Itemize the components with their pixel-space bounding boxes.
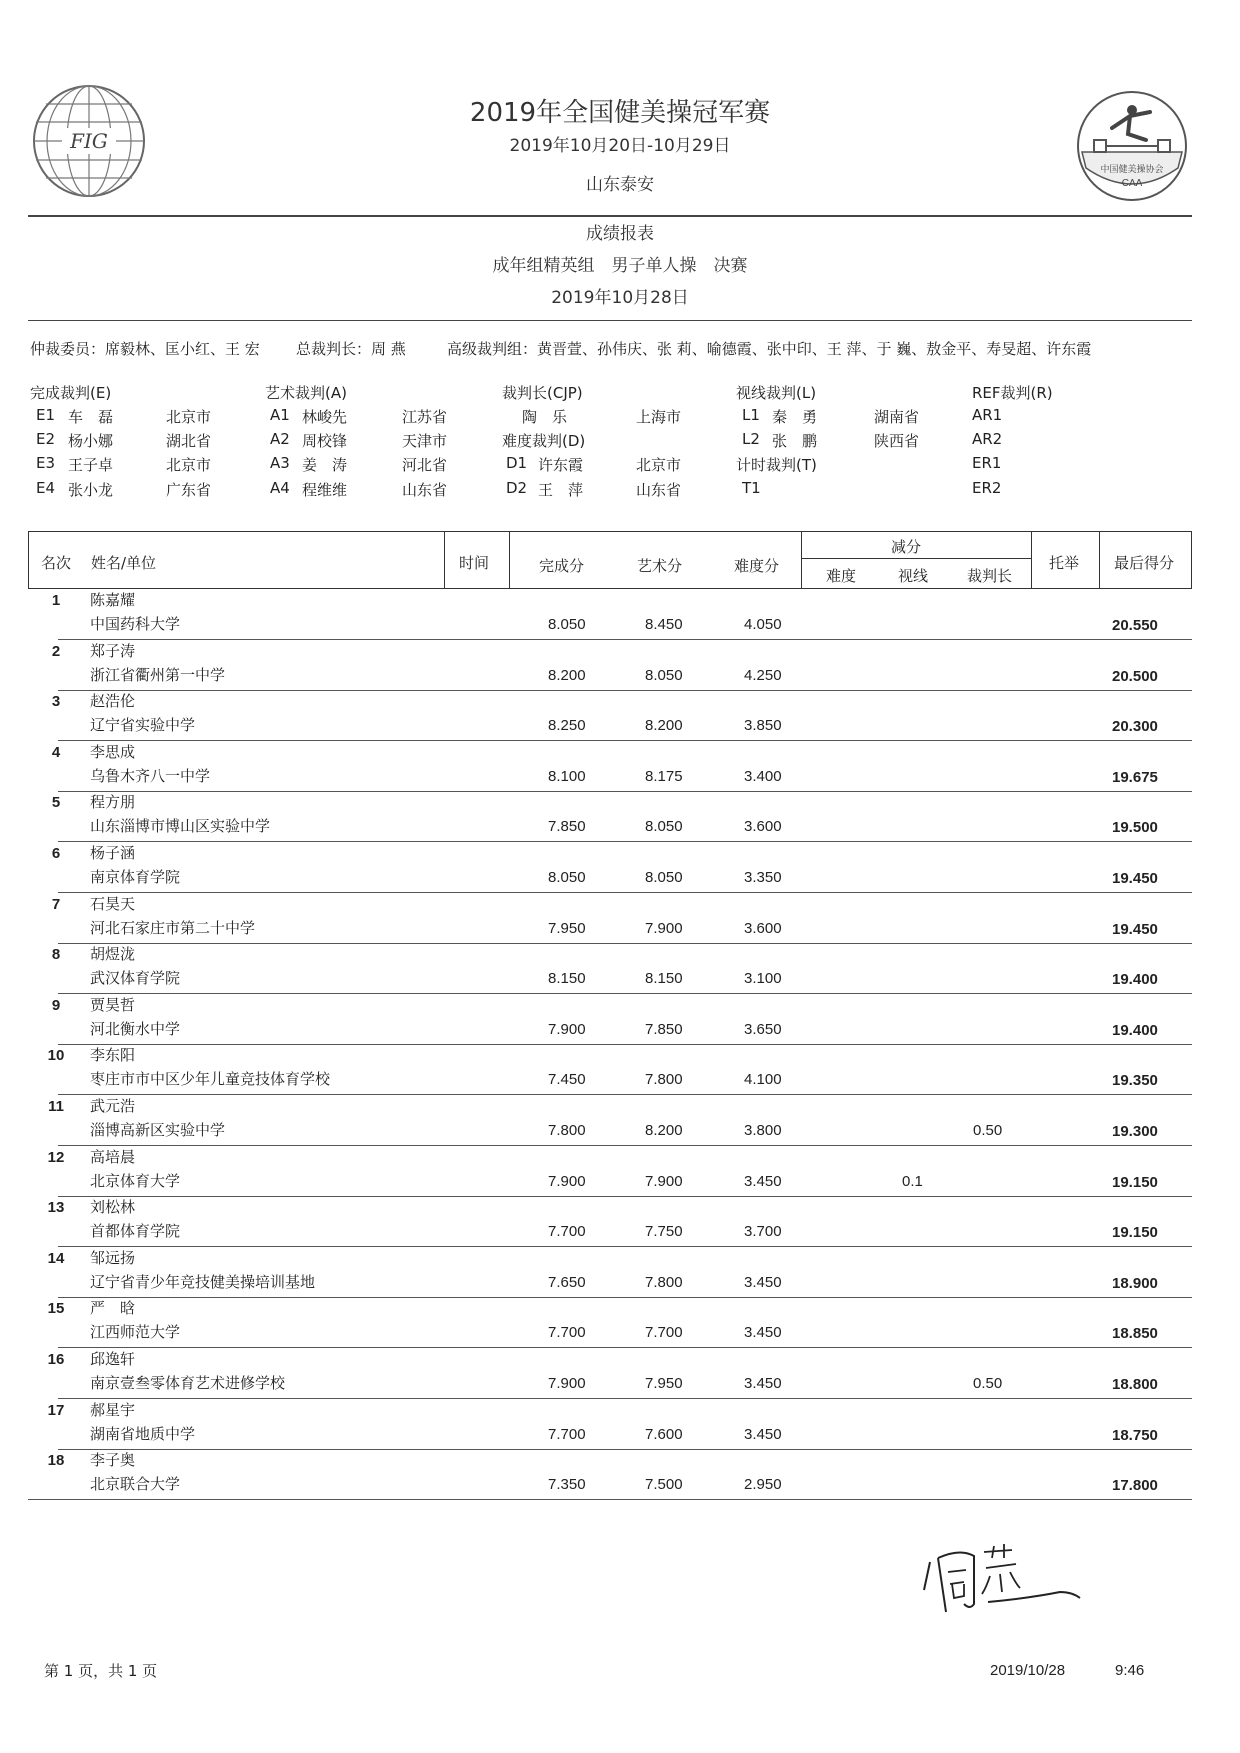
difficulty-score: 3.450 xyxy=(744,1425,782,1443)
execution-score: 7.900 xyxy=(548,1020,586,1038)
execution-panel-title: 完成裁判(E) xyxy=(30,384,112,402)
rank-cell: 5 xyxy=(51,794,61,812)
final-score: 19.150 xyxy=(1112,1173,1158,1191)
execution-score: 7.700 xyxy=(548,1425,586,1443)
athlete-name: 陈嘉耀 xyxy=(90,591,136,609)
head-judge-signature xyxy=(920,1528,1090,1628)
athlete-name: 武元浩 xyxy=(90,1097,136,1115)
judge-region: 湖南省 xyxy=(874,408,920,426)
rank-cell: 10 xyxy=(47,1047,65,1065)
table-row xyxy=(28,589,1192,640)
execution-score: 8.250 xyxy=(548,717,586,735)
header-rank: 名次 xyxy=(41,554,72,572)
event-name: 成年组精英组 男子单人操 决赛 xyxy=(492,256,748,276)
rank-cell: 6 xyxy=(51,845,61,862)
table-row xyxy=(28,1399,1192,1450)
ref-judge-code: AR2 xyxy=(972,430,1003,448)
cjp-panel-title: 裁判长(CJP) xyxy=(502,384,583,402)
difficulty-score: 4.250 xyxy=(744,666,782,684)
judge-name: 林峻先 xyxy=(302,408,348,426)
athlete-name: 李思成 xyxy=(90,742,136,761)
athlete-name: 李东阳 xyxy=(90,1046,136,1065)
judge-region: 天津市 xyxy=(402,432,448,450)
athlete-team: 首都体育学院 xyxy=(90,1222,181,1241)
artistry-score: 7.800 xyxy=(645,1273,683,1291)
artistry-score: 8.050 xyxy=(645,869,683,886)
judge-region: 山东省 xyxy=(636,481,682,499)
final-score: 20.500 xyxy=(1112,667,1158,685)
execution-score: 7.700 xyxy=(548,1324,586,1342)
rank-cell: 18 xyxy=(47,1452,65,1470)
caa-logo-text: 中国健美操协会 xyxy=(1100,165,1164,175)
judge-name: 许东霞 xyxy=(538,456,584,474)
artistry-score: 7.700 xyxy=(645,1324,683,1342)
rank-cell: 8 xyxy=(51,946,61,964)
header-ded-difficulty: 难度 xyxy=(826,567,857,585)
table-row xyxy=(28,994,1192,1045)
final-score: 18.900 xyxy=(1112,1274,1158,1292)
line-deduction: 0.1 xyxy=(902,1172,923,1190)
judge-region: 河北省 xyxy=(402,456,448,474)
final-score: 19.450 xyxy=(1112,920,1158,938)
senior-panel: 高级裁判组：黄晋萱、孙伟庆、张 莉、喻德霞、张中印、王 萍、于 巍、敖金平、寿旻超、许东霞 xyxy=(447,340,1092,358)
difficulty-panel-title: 难度裁判(D) xyxy=(502,432,586,450)
rank-cell: 17 xyxy=(47,1401,65,1419)
table-row xyxy=(28,1095,1192,1146)
rank-cell: 7 xyxy=(51,895,61,913)
judge-region: 陕西省 xyxy=(874,432,920,450)
athlete-team: 北京联合大学 xyxy=(90,1475,181,1494)
table-row xyxy=(28,893,1192,944)
header-ded-cjp: 裁判长 xyxy=(967,567,1013,585)
caa-logo-sub: CAA xyxy=(1121,178,1143,189)
execution-score: 8.100 xyxy=(548,767,586,785)
report-title: 成绩报表 xyxy=(586,224,654,244)
athlete-name: 邹远扬 xyxy=(90,1248,136,1267)
competition-location: 山东泰安 xyxy=(586,175,654,195)
judge-name: 秦 勇 xyxy=(772,408,818,426)
ref-judge-code: ER1 xyxy=(972,454,1002,472)
execution-score: 7.850 xyxy=(548,818,586,836)
judge-code: E4 xyxy=(36,479,56,497)
difficulty-score: 4.050 xyxy=(744,616,782,633)
final-score: 19.400 xyxy=(1112,1021,1158,1039)
execution-score: 7.800 xyxy=(548,1122,586,1139)
final-score: 18.800 xyxy=(1112,1376,1158,1393)
athlete-name: 石昊天 xyxy=(90,894,136,913)
judge-code: L2 xyxy=(742,430,760,448)
table-row xyxy=(28,1297,1192,1348)
athlete-name: 郑子涛 xyxy=(90,641,136,660)
line-panel-title: 视线裁判(L) xyxy=(736,384,817,402)
athlete-name: 刘松林 xyxy=(90,1198,136,1217)
judge-name: 姜 涛 xyxy=(302,456,348,474)
athlete-team: 南京体育学院 xyxy=(90,868,181,886)
artistry-score: 8.150 xyxy=(645,970,683,988)
execution-score: 7.900 xyxy=(548,1172,586,1190)
judge-code: D1 xyxy=(506,454,528,472)
judge-code: A4 xyxy=(270,479,290,497)
rank-cell: 11 xyxy=(48,1098,64,1115)
page-number: 第 1 页，共 1 页 xyxy=(44,1662,158,1680)
header-difficulty: 难度分 xyxy=(734,557,780,575)
judge-code: D2 xyxy=(506,479,528,497)
judge-name: 周校锋 xyxy=(302,432,348,450)
judge-code: E1 xyxy=(36,406,56,424)
print-date: 2019/10/28 xyxy=(990,1662,1066,1679)
header-deductions: 减分 xyxy=(891,538,922,556)
athlete-name: 严 晗 xyxy=(90,1299,136,1318)
judge-region: 北京市 xyxy=(166,408,212,426)
competition-title: 2019年全国健美操冠军赛 xyxy=(469,98,771,128)
difficulty-score: 3.450 xyxy=(744,1172,782,1190)
title-divider xyxy=(28,320,1192,321)
rank-cell: 3 xyxy=(51,693,61,711)
execution-score: 7.950 xyxy=(548,919,586,937)
row-divider xyxy=(28,1499,1192,1500)
execution-score: 8.050 xyxy=(548,616,586,633)
rank-cell: 4 xyxy=(51,743,61,761)
execution-score: 7.450 xyxy=(548,1071,586,1089)
athlete-name: 高培晨 xyxy=(90,1147,136,1166)
difficulty-score: 3.600 xyxy=(744,919,782,937)
header-final-score: 最后得分 xyxy=(1114,554,1175,572)
athlete-team: 武汉体育学院 xyxy=(90,969,181,988)
ref-judge-code: ER2 xyxy=(972,479,1002,497)
judge-code: A3 xyxy=(270,454,290,472)
execution-score: 8.200 xyxy=(548,666,586,684)
artistry-score: 7.900 xyxy=(645,919,683,937)
judge-name: 张小龙 xyxy=(68,481,114,499)
rank-cell: 9 xyxy=(51,996,61,1014)
competition-dates: 2019年10月20日-10月29日 xyxy=(509,136,731,156)
athlete-team: 河北石家庄市第二十中学 xyxy=(90,918,256,937)
table-row xyxy=(28,1449,1192,1500)
judge-region: 北京市 xyxy=(166,456,212,474)
rank-cell: 13 xyxy=(47,1199,65,1217)
artistry-score: 8.450 xyxy=(645,616,683,633)
difficulty-score: 3.400 xyxy=(744,767,782,785)
header-lift: 托举 xyxy=(1049,554,1080,572)
table-row xyxy=(28,1348,1192,1399)
athlete-team: 江西师范大学 xyxy=(90,1323,181,1342)
difficulty-score: 3.450 xyxy=(744,1324,782,1342)
ref-panel-title: REF裁判(R) xyxy=(972,384,1053,402)
judge-code: A1 xyxy=(270,406,290,424)
artistry-score: 8.200 xyxy=(645,717,683,735)
header-time: 时间 xyxy=(459,554,490,572)
judge-region: 山东省 xyxy=(402,481,448,499)
athlete-team: 北京体育大学 xyxy=(90,1171,181,1190)
judge-region: 江苏省 xyxy=(402,408,448,426)
difficulty-score: 3.700 xyxy=(744,1223,782,1241)
athlete-team: 淄博高新区实验中学 xyxy=(90,1121,226,1139)
header-ded-line: 视线 xyxy=(898,567,929,585)
athlete-team: 山东淄博市博山区实验中学 xyxy=(90,817,271,836)
athlete-name: 赵浩伦 xyxy=(90,692,136,711)
final-score: 17.800 xyxy=(1112,1477,1158,1495)
athlete-name: 杨子涵 xyxy=(90,844,136,862)
table-row xyxy=(28,1196,1192,1247)
judge-name: 车 磊 xyxy=(68,408,114,426)
athlete-team: 辽宁省青少年竞技健美操培训基地 xyxy=(90,1272,316,1291)
rank-cell: 12 xyxy=(47,1148,65,1166)
rank-cell: 1 xyxy=(51,592,61,609)
artistic-panel-title: 艺术裁判(A) xyxy=(265,384,347,402)
rank-cell: 16 xyxy=(47,1351,65,1368)
final-score: 19.675 xyxy=(1112,768,1158,786)
athlete-team: 浙江省衢州第一中学 xyxy=(90,665,226,684)
athlete-team: 湖南省地质中学 xyxy=(90,1424,196,1443)
rank-cell: 15 xyxy=(47,1300,65,1318)
cjp-name: 陶 乐 xyxy=(522,408,568,426)
athlete-name: 程方朋 xyxy=(90,793,136,812)
final-score: 19.150 xyxy=(1112,1224,1158,1242)
header-artistry: 艺术分 xyxy=(637,557,683,575)
execution-score: 8.050 xyxy=(548,869,586,886)
table-row xyxy=(28,943,1192,994)
results-table-header xyxy=(28,531,1192,589)
judge-name: 王 萍 xyxy=(538,481,584,499)
timing-panel-title: 计时裁判(T) xyxy=(736,456,817,474)
final-score: 19.400 xyxy=(1112,971,1158,989)
athlete-name: 郝星宇 xyxy=(90,1400,136,1419)
artistry-score: 7.950 xyxy=(645,1375,683,1392)
judge-region: 北京市 xyxy=(636,456,682,474)
athlete-name: 贾昊哲 xyxy=(90,995,136,1014)
artistry-score: 8.175 xyxy=(645,767,683,785)
difficulty-score: 3.800 xyxy=(744,1122,782,1139)
artistry-score: 7.850 xyxy=(645,1020,683,1038)
rank-cell: 2 xyxy=(51,642,61,660)
header-divider xyxy=(28,215,1192,217)
athlete-team: 南京壹叁零体育艺术进修学校 xyxy=(90,1374,286,1392)
difficulty-score: 4.100 xyxy=(744,1071,782,1089)
judge-code: E2 xyxy=(36,430,56,448)
artistry-score: 8.050 xyxy=(645,818,683,836)
difficulty-score: 3.450 xyxy=(744,1375,782,1392)
execution-score: 7.700 xyxy=(548,1223,586,1241)
artistry-score: 8.200 xyxy=(645,1122,683,1139)
athlete-team: 乌鲁木齐八一中学 xyxy=(90,766,211,785)
execution-score: 8.150 xyxy=(548,970,586,988)
artistry-score: 7.500 xyxy=(645,1476,683,1494)
timing-judge-code: T1 xyxy=(742,479,761,497)
athlete-team: 辽宁省实验中学 xyxy=(90,716,196,735)
difficulty-score: 3.600 xyxy=(744,818,782,836)
final-score: 20.550 xyxy=(1112,617,1158,634)
athlete-name: 邱逸轩 xyxy=(90,1350,136,1368)
table-row xyxy=(28,690,1192,741)
cjp-deduction: 0.50 xyxy=(973,1375,1003,1392)
final-score: 19.500 xyxy=(1112,819,1158,837)
difficulty-score: 3.350 xyxy=(744,869,782,886)
final-score: 19.450 xyxy=(1112,870,1158,887)
judge-name: 王子卓 xyxy=(68,456,114,474)
table-row xyxy=(28,741,1192,792)
final-score: 18.850 xyxy=(1112,1325,1158,1343)
print-time: 9:46 xyxy=(1115,1662,1145,1679)
execution-score: 7.350 xyxy=(548,1476,586,1494)
difficulty-score: 3.650 xyxy=(744,1020,782,1038)
judge-name: 杨小娜 xyxy=(68,432,114,450)
ref-judge-code: AR1 xyxy=(972,406,1003,424)
artistry-score: 7.800 xyxy=(645,1071,683,1089)
cjp-region: 上海市 xyxy=(636,408,682,426)
judge-region: 湖北省 xyxy=(166,432,212,450)
artistry-score: 7.750 xyxy=(645,1223,683,1241)
judge-code: A2 xyxy=(270,430,290,448)
difficulty-score: 2.950 xyxy=(744,1476,782,1494)
final-score: 20.300 xyxy=(1112,718,1158,736)
table-row xyxy=(28,791,1192,842)
athlete-team: 河北衡水中学 xyxy=(90,1019,181,1038)
athlete-name: 李子奥 xyxy=(90,1451,136,1470)
rank-cell: 14 xyxy=(47,1249,65,1267)
fig-logo-text: FIG xyxy=(70,129,108,153)
difficulty-score: 3.450 xyxy=(744,1273,782,1291)
table-row xyxy=(28,842,1192,893)
athlete-team: 中国药科大学 xyxy=(90,615,181,633)
cjp-deduction: 0.50 xyxy=(973,1122,1003,1139)
table-row xyxy=(28,640,1192,691)
table-row xyxy=(28,1044,1192,1095)
athlete-team: 枣庄市市中区少年儿童竞技体育学校 xyxy=(90,1070,331,1089)
artistry-score: 8.050 xyxy=(645,666,683,684)
table-row xyxy=(28,1247,1192,1298)
final-score: 19.350 xyxy=(1112,1072,1158,1090)
artistry-score: 7.600 xyxy=(645,1425,683,1443)
judge-code: E3 xyxy=(36,454,56,472)
final-score: 18.750 xyxy=(1112,1426,1158,1444)
athlete-name: 胡煜泷 xyxy=(90,945,136,964)
event-date: 2019年10月28日 xyxy=(551,288,689,308)
head-judge: 总裁判长：周 燕 xyxy=(296,340,406,358)
execution-score: 7.900 xyxy=(548,1375,586,1392)
jury-members: 仲裁委员：席毅林、匡小红、王 宏 xyxy=(30,340,260,358)
header-execution: 完成分 xyxy=(539,557,585,575)
difficulty-score: 3.100 xyxy=(744,970,782,988)
judge-name: 程维维 xyxy=(302,481,348,499)
artistry-score: 7.900 xyxy=(645,1172,683,1190)
execution-score: 7.650 xyxy=(548,1273,586,1291)
difficulty-score: 3.850 xyxy=(744,717,782,735)
table-row xyxy=(28,1146,1192,1197)
judge-region: 广东省 xyxy=(166,481,212,499)
final-score: 19.300 xyxy=(1112,1123,1158,1140)
header-name: 姓名/单位 xyxy=(91,554,157,572)
judge-code: L1 xyxy=(742,406,760,424)
judge-name: 张 鹏 xyxy=(772,432,818,450)
